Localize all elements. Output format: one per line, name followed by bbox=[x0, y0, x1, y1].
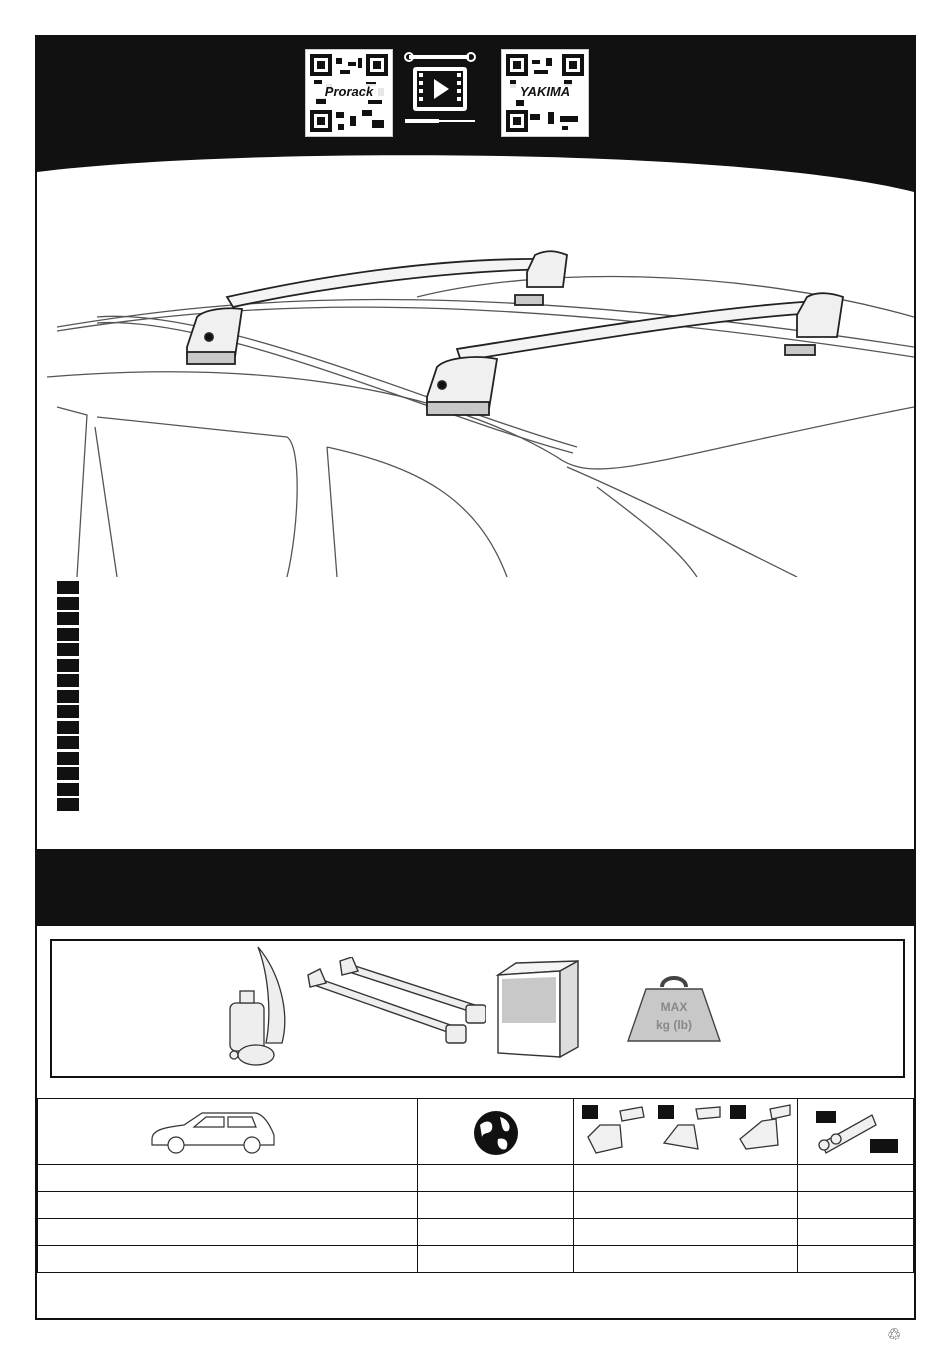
vehicle-fit-table bbox=[37, 1098, 914, 1273]
language-markers bbox=[57, 581, 81, 814]
bar-end-icon bbox=[812, 1105, 912, 1161]
foot-types-icon bbox=[580, 1103, 794, 1163]
language-marker bbox=[57, 674, 79, 687]
language-marker bbox=[57, 783, 79, 796]
language-marker bbox=[57, 705, 79, 718]
recycle-icon: ♲ bbox=[887, 1327, 902, 1344]
vehicle-header-cell bbox=[38, 1099, 418, 1165]
globe-icon bbox=[472, 1109, 520, 1157]
table-row bbox=[38, 1165, 914, 1192]
max-load-label: MAX bbox=[660, 1000, 688, 1014]
title-band bbox=[37, 849, 914, 926]
language-marker bbox=[57, 736, 79, 749]
language-marker bbox=[57, 659, 79, 672]
fit-table-header-row bbox=[38, 1099, 914, 1165]
language-marker bbox=[57, 643, 79, 656]
table-row bbox=[38, 1219, 914, 1246]
bar-type-header-cell bbox=[797, 1099, 913, 1165]
luggage-icon bbox=[220, 943, 300, 1073]
qr-code-yakima[interactable] bbox=[501, 49, 589, 137]
language-marker bbox=[57, 581, 79, 594]
roof-bars-icon bbox=[306, 957, 486, 1057]
language-marker bbox=[57, 798, 79, 811]
language-marker bbox=[57, 597, 79, 610]
fit-kit-box-icon bbox=[490, 953, 586, 1063]
table-row bbox=[38, 1192, 914, 1219]
max-load-unit-label: kg (lb) bbox=[656, 1018, 692, 1032]
instruction-sheet bbox=[35, 35, 916, 1320]
language-marker bbox=[57, 612, 79, 625]
table-row bbox=[38, 1246, 914, 1273]
foot-type-header-cell bbox=[573, 1099, 797, 1165]
max-load-weight-icon bbox=[624, 967, 724, 1047]
region-header-cell bbox=[418, 1099, 574, 1165]
package-contents-box bbox=[50, 939, 905, 1078]
language-marker bbox=[57, 767, 79, 780]
language-marker bbox=[57, 628, 79, 641]
car-wagon-icon bbox=[148, 1107, 280, 1157]
qr-code-prorack[interactable] bbox=[305, 49, 393, 137]
qr-prorack-label: Prorack bbox=[306, 84, 392, 99]
video-play-icon bbox=[401, 51, 481, 131]
language-marker bbox=[57, 752, 79, 765]
language-marker bbox=[57, 721, 79, 734]
qr-yakima-label: YAKIMA bbox=[502, 84, 588, 99]
language-marker bbox=[57, 690, 79, 703]
roof-rack-on-car-illustration bbox=[37, 197, 914, 577]
